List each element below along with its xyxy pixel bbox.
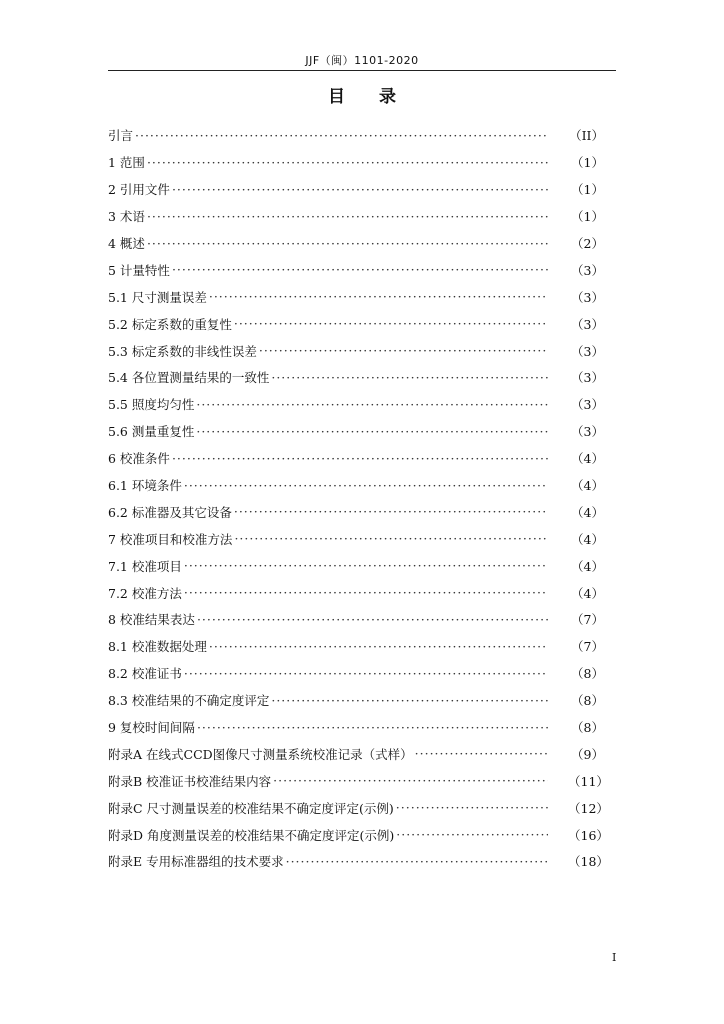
toc-entry-page: （8） — [571, 720, 604, 736]
dot-leader — [396, 827, 548, 842]
toc-entry-page: （1） — [571, 155, 604, 171]
dot-leader — [209, 289, 548, 304]
dot-leader — [271, 370, 548, 385]
toc-entry-label: 引言 — [108, 128, 134, 144]
toc-entry-label: 8.3 校准结果的不确定度评定 — [108, 693, 270, 709]
dot-leader — [184, 666, 548, 681]
dot-leader — [415, 746, 548, 761]
toc-entry[interactable] — [108, 579, 604, 606]
toc-entry-label: 5.5 照度均匀性 — [108, 397, 195, 413]
toc-entry-label: 1 范围 — [108, 155, 145, 171]
header-rule — [108, 70, 616, 71]
toc-entry[interactable] — [108, 203, 604, 230]
toc-entry[interactable] — [108, 633, 604, 660]
dot-leader — [273, 773, 548, 788]
toc-entry-page: （8） — [571, 666, 604, 682]
toc-entry[interactable] — [108, 740, 604, 767]
toc-entry[interactable] — [108, 472, 604, 499]
toc-entry-page: （4） — [571, 451, 604, 467]
toc-entry-page: （12） — [568, 800, 609, 816]
toc-entry-page: （4） — [571, 558, 604, 574]
toc-entry[interactable] — [108, 660, 604, 687]
dot-leader — [147, 155, 548, 170]
toc-entry-label: 2 引用文件 — [108, 182, 170, 198]
toc-entry[interactable] — [108, 714, 604, 741]
toc-entry[interactable] — [108, 122, 604, 149]
toc-entry-label: 7.1 校准项目 — [108, 558, 182, 574]
dot-leader — [234, 504, 548, 519]
toc-entry-page: （1） — [571, 182, 604, 198]
page-title: 目 录 — [328, 87, 396, 107]
toc-entry[interactable] — [108, 364, 604, 391]
dot-leader — [286, 854, 548, 869]
toc-entry[interactable] — [108, 606, 604, 633]
dot-leader — [196, 397, 548, 412]
toc-entry-label: 7 校准项目和校准方法 — [108, 531, 233, 547]
toc-entry-label: 6.2 标准器及其它设备 — [108, 504, 232, 520]
toc-entry[interactable] — [108, 230, 604, 257]
toc-entry[interactable] — [108, 687, 604, 714]
dot-leader — [234, 531, 548, 546]
toc-entry-page: （16） — [568, 827, 609, 843]
toc-entry-label: 5.3 标定系数的非线性误差 — [108, 343, 257, 359]
toc-entry[interactable] — [108, 283, 604, 310]
table-of-contents — [108, 122, 609, 875]
toc-entry[interactable] — [108, 176, 604, 203]
document-code-header: JJF（闽）1101-2020 — [305, 54, 419, 67]
toc-entry-label: 8 校准结果表达 — [108, 612, 195, 628]
toc-entry-label: 附录C 尺寸测量误差的校准结果不确定度评定(示例) — [108, 800, 394, 816]
dot-leader — [172, 182, 548, 197]
toc-entry-page: （3） — [571, 316, 604, 332]
toc-entry-label: 5 计量特性 — [108, 262, 170, 278]
toc-entry[interactable] — [108, 821, 609, 848]
toc-entry-page: （4） — [571, 531, 604, 547]
dot-leader — [209, 639, 548, 654]
dot-leader — [234, 316, 548, 331]
toc-entry-label: 5.6 测量重复性 — [108, 424, 195, 440]
page-number: I — [612, 951, 617, 964]
dot-leader — [271, 693, 548, 708]
toc-entry-page: （1） — [571, 209, 604, 225]
dot-leader — [147, 236, 548, 251]
toc-entry-page: （11） — [568, 773, 609, 789]
toc-entry-page: （3） — [571, 397, 604, 413]
toc-entry-page: （7） — [571, 612, 604, 628]
dot-leader — [197, 612, 548, 627]
toc-entry-label: 附录E 专用标准器组的技术要求 — [108, 854, 284, 870]
dot-leader — [197, 720, 548, 735]
toc-entry-page: （3） — [571, 370, 604, 386]
toc-entry[interactable] — [108, 525, 604, 552]
toc-entry-label: 4 概述 — [108, 236, 145, 251]
toc-entry-label: 附录B 校准证书校准结果内容 — [108, 773, 272, 789]
dot-leader — [147, 209, 548, 224]
toc-entry-page: （3） — [571, 262, 604, 278]
toc-entry[interactable] — [108, 418, 604, 445]
toc-entry[interactable] — [108, 391, 604, 418]
toc-entry-page: （7） — [571, 639, 604, 655]
toc-entry-page: （18） — [568, 854, 609, 870]
dot-leader — [184, 558, 548, 573]
toc-entry-label: 附录A 在线式CCD图像尺寸测量系统校准记录（式样） — [108, 746, 413, 762]
toc-entry[interactable] — [108, 767, 609, 794]
dot-leader — [196, 424, 548, 439]
dot-leader — [172, 262, 548, 277]
toc-entry[interactable] — [108, 256, 604, 283]
toc-entry[interactable] — [108, 794, 609, 821]
dot-leader — [184, 585, 548, 600]
toc-entry-label: 7.2 校准方法 — [108, 585, 182, 601]
toc-entry-page: （4） — [571, 504, 604, 520]
toc-entry-page: （3） — [571, 289, 604, 305]
toc-entry-page: （3） — [571, 424, 604, 440]
toc-entry-page: （9） — [571, 746, 604, 762]
toc-entry-label: 5.4 各位置测量结果的一致性 — [108, 370, 270, 386]
dot-leader — [172, 451, 548, 466]
dot-leader — [184, 478, 548, 493]
toc-entry[interactable] — [108, 337, 604, 364]
toc-entry[interactable] — [108, 149, 604, 176]
toc-entry[interactable] — [108, 445, 604, 472]
toc-entry[interactable] — [108, 310, 604, 337]
toc-entry[interactable] — [108, 552, 604, 579]
toc-entry-label: 6 校准条件 — [108, 451, 170, 467]
toc-entry-label: 9 复校时间间隔 — [108, 720, 195, 736]
dot-leader — [396, 800, 548, 815]
toc-entry-label: 6.1 环境条件 — [108, 478, 182, 494]
toc-entry-page: （4） — [571, 585, 604, 601]
dot-leader — [259, 343, 548, 358]
toc-entry-page: （3） — [571, 343, 604, 359]
dot-leader — [135, 128, 548, 143]
toc-entry-page: （II） — [569, 128, 604, 144]
toc-entry-page: （8） — [571, 693, 604, 709]
toc-entry-label: 5.2 标定系数的重复性 — [108, 316, 232, 332]
toc-entry-label: 8.2 校准证书 — [108, 666, 182, 682]
toc-entry[interactable] — [108, 848, 609, 875]
toc-entry-label: 3 术语 — [108, 209, 145, 225]
toc-entry-label: 8.1 校准数据处理 — [108, 639, 207, 655]
toc-entry-label: 附录D 角度测量误差的校准结果不确定度评定(示例) — [108, 827, 395, 843]
toc-entry-label: 5.1 尺寸测量误差 — [108, 289, 207, 305]
toc-entry[interactable] — [108, 498, 604, 525]
toc-entry-page: （2） — [571, 236, 604, 251]
toc-entry-page: （4） — [571, 478, 604, 494]
